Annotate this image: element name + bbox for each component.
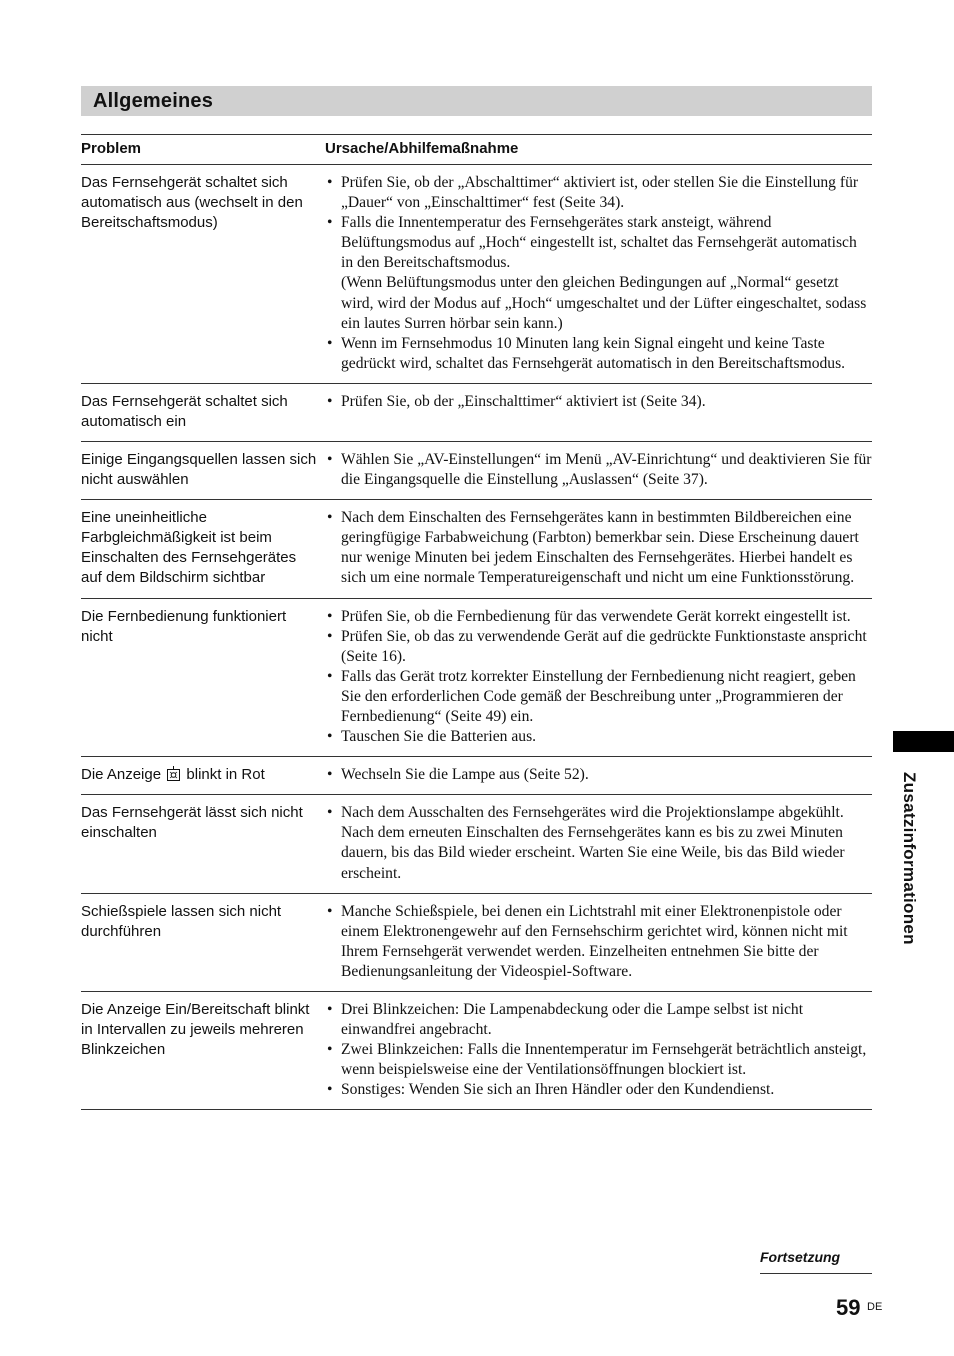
- cause-cell: [325, 757, 872, 795]
- table-row: [81, 992, 872, 1110]
- table-row: [81, 500, 872, 598]
- cause-item: • Manche Schießspiele, bei denen ein Lichtstrahl mit einer Elektronenpistole oder einem Elektronengewehr auf den Fernsehschirm gerichtet wird, können nicht mit Ihrem Fernsehgerät verwendet werden. Einzelheiten entnehmen Sie bitte der Bedienungsanleitung der Videospiel-Software.: [325, 902, 872, 982]
- problem-cell: Das Fernsehgerät schaltet sich automatisch ein: [81, 383, 325, 441]
- problem-cell: Das Fernsehgerät lässt sich nicht einschalten: [81, 795, 325, 893]
- problem-cell: Die Fernbedienung funktioniert nicht: [81, 598, 325, 757]
- table-row: [81, 441, 872, 499]
- section-header-bar: [81, 86, 872, 116]
- troubleshooting-table: [81, 134, 872, 1110]
- cause-item: • Tauschen Sie die Batterien aus.: [325, 727, 872, 747]
- cause-cell: [325, 165, 872, 384]
- cause-column-header: Ursache/Abhilfemaßnahme: [325, 135, 872, 165]
- cause-item: • Nach dem Einschalten des Fernsehgerätes kann in bestimmten Bildbereichen eine geringfügige Farbabweichung (Farbton) bemerkbar sein. Diese Erscheinung dauert nur wenige Minuten bei jedem Einschalten des Fernsehgerätes. Hierbei handelt es sich um eine normale Temperatureigenschaft und nicht um eine Funktionsstörung.: [325, 508, 872, 588]
- cause-cell: [325, 383, 872, 441]
- cause-item: • Prüfen Sie, ob der „Einschalttimer“ aktiviert ist (Seite 34).: [325, 392, 872, 412]
- cause-item: • Prüfen Sie, ob die Fernbedienung für das verwendete Gerät korrekt eingestellt ist.: [325, 607, 872, 627]
- cause-item: • Falls die Innentemperatur des Fernsehgerätes stark ansteigt, während Belüftungsmodus auf „Hoch“ eingestellt ist, schaltet das Fernsehgerät automatisch in den Bereitschaftsmodus. (Wenn Belüftungsmodus unter den gleichen Bedingungen auf „Normal“ gesetzt wird, wird der Modus auf „Hoch“ umgeschaltet und der Lüfter eingeschaltet, sodass ein lautes Surren hörbar sein kann.): [325, 213, 872, 334]
- cause-item: • Prüfen Sie, ob das zu verwendende Gerät auf die gedrückte Funktionstaste anspricht (Seite 16).: [325, 627, 872, 667]
- cause-item: • Zwei Blinkzeichen: Falls die Innentemperatur im Fernsehgerät beträchtlich ansteigt, wenn beispielsweise eine der Ventilationsöffnungen blockiert ist.: [325, 1040, 872, 1080]
- cause-cell: [325, 441, 872, 499]
- lamp-indicator-icon: [167, 766, 180, 781]
- cause-item: • Wechseln Sie die Lampe aus (Seite 52).: [325, 765, 872, 785]
- section-title: Allgemeines: [93, 89, 214, 112]
- problem-cell: Das Fernsehgerät schaltet sich automatisch aus (wechselt in den Bereitschaftsmodus): [81, 165, 325, 384]
- cause-cell: [325, 893, 872, 991]
- cause-cell: [325, 992, 872, 1110]
- cause-item: • Wählen Sie „AV-Einstellungen“ im Menü „AV-Einrichtung“ und deaktivieren Sie für die Eingangsquelle die Einstellung „Auslassen“ (Seite 37).: [325, 450, 872, 490]
- problem-cell: Schießspiele lassen sich nicht durchführen: [81, 893, 325, 991]
- problem-cell: Eine uneinheitliche Farbgleichmäßigkeit ist beim Einschalten des Fernsehgerätes auf dem Bildschirm sichtbar: [81, 500, 325, 598]
- table-row: [81, 165, 872, 384]
- table-header-row: [81, 135, 872, 165]
- cause-item: • Falls das Gerät trotz korrekter Einstellung der Fernbedienung nicht reagiert, geben Sie den erforderlichen Code gemäß der Beschreibung unter „Programmieren der Fernbedienung“ (Seite 49) ein.: [325, 667, 872, 727]
- side-tab-label: Zusatzinformationen: [900, 772, 919, 945]
- page-number: 59: [836, 1295, 861, 1320]
- problem-text-before: Die Anzeige: [81, 766, 162, 784]
- cause-cell: [325, 500, 872, 598]
- cause-item: • Sonstiges: Wenden Sie sich an Ihren Händler oder den Kundendienst.: [325, 1080, 872, 1100]
- cause-item: • Drei Blinkzeichen: Die Lampenabdeckung oder die Lampe selbst ist nicht einwandfrei angebracht.: [325, 1000, 872, 1040]
- table-row: [81, 893, 872, 991]
- page-language-code: DE: [867, 1301, 883, 1313]
- table-row: [81, 795, 872, 893]
- table-row: [81, 757, 872, 795]
- problem-cell: Die Anzeige Ein/Bereitschaft blinkt in Intervallen zu jeweils mehreren Blinkzeichen: [81, 992, 325, 1110]
- table-row: [81, 598, 872, 757]
- problem-cell: Einige Eingangsquellen lassen sich nicht auswählen: [81, 441, 325, 499]
- problem-cell: [81, 757, 325, 795]
- side-tab-marker: [893, 731, 954, 752]
- problem-text-after: blinkt in Rot: [186, 766, 265, 784]
- cause-item: • Prüfen Sie, ob der „Abschalttimer“ aktiviert ist, oder stellen Sie die Einstellung für „Dauer“ von „Einschalttimer“ fest (Seite 34).: [325, 173, 872, 213]
- cause-cell: [325, 795, 872, 893]
- table-row: [81, 383, 872, 441]
- cause-cell: [325, 598, 872, 757]
- problem-column-header: Problem: [81, 135, 325, 165]
- cause-item: • Wenn im Fernsehmodus 10 Minuten lang kein Signal eingeht und keine Taste gedrückt wird, schaltet das Fernsehgerät automatisch in den Bereitschaftsmodus.: [325, 334, 872, 374]
- cause-item: • Nach dem Ausschalten des Fernsehgerätes wird die Projektionslampe abgekühlt. Nach dem erneuten Einschalten des Fernsehgerätes kann es bis zu zwei Minuten dauern, bis das Bild wieder erscheint. Warten Sie eine Weile, bis das Bild wieder erscheint.: [325, 803, 872, 883]
- continued-label: Fortsetzung: [760, 1249, 872, 1274]
